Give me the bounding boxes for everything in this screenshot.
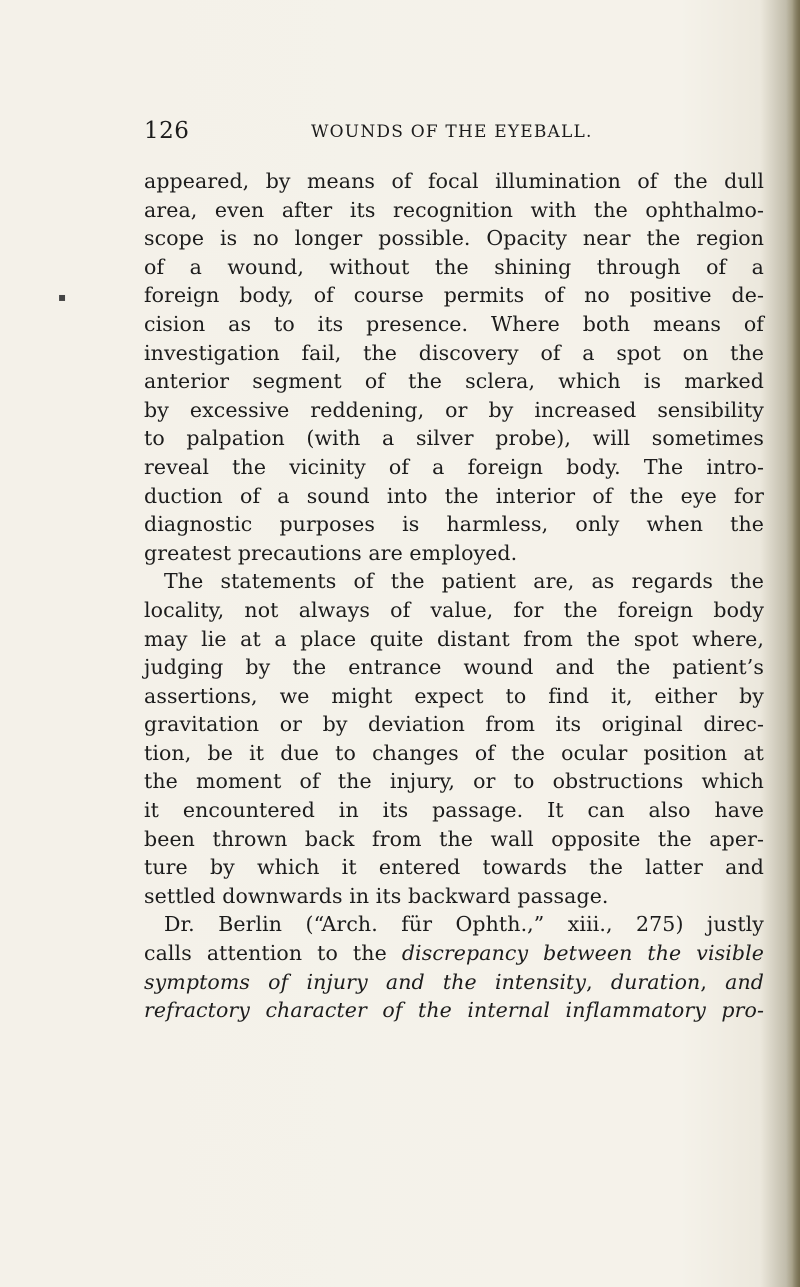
text-line (144, 167, 764, 196)
text-line (144, 767, 764, 796)
text-line (144, 968, 764, 997)
text-segment: , (586, 969, 611, 994)
text-line (144, 224, 764, 253)
text-segment: to palpation (with a silver probe), will sometimes (144, 426, 764, 451)
italic-text: and (725, 969, 764, 994)
body-text (144, 167, 764, 1025)
text-segment: ture by which it entered towards the latter and (144, 855, 764, 880)
text-segment: greatest precautions are employed. (144, 540, 518, 565)
page-edge-shadow (786, 0, 800, 1287)
text-line (144, 339, 764, 368)
text-line (144, 653, 764, 682)
text-line (144, 825, 764, 854)
text-segment: diagnostic purposes is harmless, only when the (144, 512, 764, 537)
text-segment: the moment of the injury, or to obstructions which (144, 769, 764, 794)
text-line (144, 281, 764, 310)
text-line (144, 625, 764, 654)
text-line (144, 396, 764, 425)
text-segment: by excessive reddening, or by increased sensibility (144, 397, 764, 422)
text-segment: may lie at a place quite distant from the spot where, (144, 626, 764, 651)
text-line (144, 939, 764, 968)
text-line (144, 196, 764, 225)
text-line (144, 424, 764, 453)
text-line (144, 567, 764, 596)
text-segment: , (700, 969, 726, 994)
text-segment: it encountered in its passage. It can also have (144, 798, 764, 823)
text-segment: gravitation or by deviation from its original direc- (144, 712, 764, 737)
text-segment: appeared, by means of focal illumination of the dull (144, 169, 764, 193)
text-line (144, 739, 764, 768)
text-line (144, 539, 764, 568)
text-line (144, 796, 764, 825)
text-line (144, 367, 764, 396)
margin-speck: ▪ (58, 290, 67, 304)
text-line (144, 853, 764, 882)
text-line (144, 682, 764, 711)
running-head: WOUNDS OF THE EYEBALL. (311, 122, 593, 142)
text-segment: foreign body, of course permits of no positive de- (144, 283, 764, 308)
text-line (144, 310, 764, 339)
text-segment: investigation fail, the discovery of a spot on the (144, 340, 764, 365)
text-line (144, 510, 764, 539)
text-segment: duction of a sound into the interior of the eye for (144, 483, 764, 508)
text-line (144, 596, 764, 625)
text-line (144, 996, 764, 1025)
italic-text: discrepancy between the visible (401, 941, 764, 966)
text-line (144, 910, 764, 939)
page-number: 126 (144, 118, 190, 144)
text-segment: Dr. Berlin (“Arch. für Ophth.,” xiii., 275) justly (164, 912, 764, 937)
text-segment: assertions, we might expect to find it, either by (144, 683, 764, 708)
page-header (144, 118, 764, 146)
text-segment: tion, be it due to changes of the ocular position at (144, 740, 764, 765)
text-line (144, 482, 764, 511)
text-line (144, 453, 764, 482)
text-line (144, 882, 764, 911)
text-segment: area, even after its recognition with the ophthalmo- (144, 197, 764, 222)
italic-text: duration (610, 969, 701, 994)
text-segment: calls attention to the (144, 941, 402, 966)
text-segment: of a wound, without the shining through of a (144, 254, 764, 279)
text-segment: anterior segment of the sclera, which is marked (144, 369, 764, 394)
text-line (144, 710, 764, 739)
italic-text: refractory character of the internal inflammatory pro- (144, 998, 764, 1023)
text-segment: The statements of the patient are, as regards the (164, 569, 764, 594)
text-segment: scope is no longer possible. Opacity near the region (144, 226, 764, 251)
italic-text: symptoms of injury and the intensity (144, 969, 587, 994)
text-segment: cision as to its presence. Where both means of (144, 311, 764, 336)
text-segment: judging by the entrance wound and the patient’s (144, 655, 764, 680)
text-segment: settled downwards in its backward passage. (144, 883, 609, 908)
text-line (144, 253, 764, 282)
text-segment: reveal the vicinity of a foreign body. The intro- (144, 454, 764, 479)
text-segment: been thrown back from the wall opposite the aper- (144, 826, 764, 851)
text-segment: locality, not always of value, for the foreign body (144, 597, 764, 622)
